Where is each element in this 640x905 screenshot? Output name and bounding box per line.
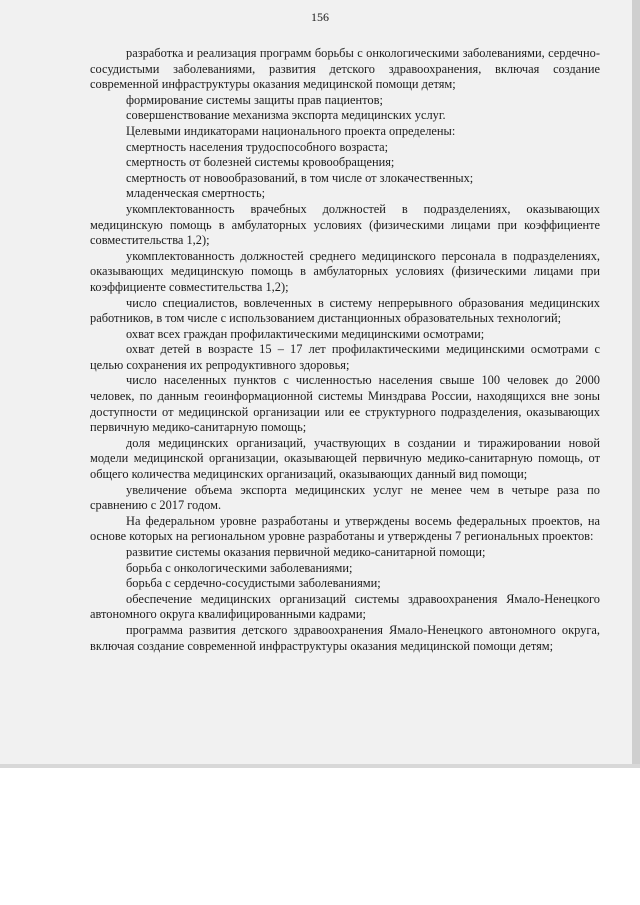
paragraph: совершенствование механизма экспорта медицинских услуг. [126, 108, 446, 123]
paragraph: борьба с онкологическими заболеваниями; [126, 560, 353, 575]
paragraph: программа развития детского здравоохранения Ямало-Ненецкого автономного округа, включая создание современной инфраструктуры оказания медицинской помощи детям; [90, 622, 600, 653]
page-edge-shadow [632, 0, 640, 768]
paragraph: укомплектованность врачебных должностей в подразделениях, оказывающих медицинскую помощь в амбулаторных условиях (физическими лицами при коэффициенте совместительства 1,2); [90, 201, 600, 248]
page-bottom-shadow [0, 764, 640, 768]
paragraph: Целевыми индикаторами национального проекта определены: [126, 123, 456, 138]
paragraph: смертность населения трудоспособного возраста; [126, 139, 389, 154]
paragraph: число специалистов, вовлеченных в систему непрерывного образования медицинских работников, в том числе с использованием дистанционных образовательных технологий; [90, 295, 600, 326]
paragraph: смертность от новообразований, в том числе от злокачественных; [126, 170, 474, 185]
paragraph: борьба с сердечно-сосудистыми заболеваниями; [126, 576, 381, 591]
paragraph: На федеральном уровне разработаны и утверждены восемь федеральных проектов, на основе которых на региональном уровне разработаны и утверждены 7 региональных проектов: [90, 513, 600, 544]
paragraph: разработка и реализация программ борьбы с онкологическими заболеваниями, сердечно-сосудистыми заболеваниями, развития детского здравоохранения, включая создание современной инфраструктуры оказания медицинской помощи детям; [90, 46, 600, 92]
paragraph: увеличение объема экспорта медицинских услуг не менее чем в четыре раза по сравнению с 2017 годом. [90, 482, 600, 513]
paragraph: младенческая смертность; [126, 186, 266, 201]
paragraph: охват всех граждан профилактическими медицинскими осмотрами; [126, 326, 485, 341]
paragraph: охват детей в возрасте 15 – 17 лет профилактическими медицинскими осмотрами с целью сохранения их репродуктивного здоровья; [90, 342, 600, 372]
page-number: 156 [311, 10, 329, 24]
paragraph: обеспечение медицинских организаций системы здравоохранения Ямало-Ненецкого автономного округа квалифицированными кадрами; [90, 591, 600, 622]
paragraph: доля медицинских организаций, участвующих в создании и тиражировании новой модели медицинской организации, оказывающей первичную медико-санитарную помощь, от общего количества медицинских организаций, оказывающих данный вид помощи; [90, 435, 600, 482]
body-text [90, 46, 600, 654]
paragraph: укомплектованность должностей среднего медицинского персонала в подразделениях, оказывающих медицинскую помощь в амбулаторных условиях (физическими лицами при коэффициенте совместительства 1,2); [90, 248, 600, 294]
paragraph: число населенных пунктов с численностью населения свыше 100 человек до 2000 человек, по данным геоинформационной системы Минздрава России, находящихся вне зоны доступности от медицинской организации или ее структурного подразделения, оказывающих первичную медико-санитарную помощь; [90, 373, 600, 435]
paragraph: смертность от болезней системы кровообращения; [126, 155, 395, 170]
paragraph: развитие системы оказания первичной медико-санитарной помощи; [126, 545, 486, 559]
paragraph: формирование системы защиты прав пациентов; [126, 92, 383, 107]
